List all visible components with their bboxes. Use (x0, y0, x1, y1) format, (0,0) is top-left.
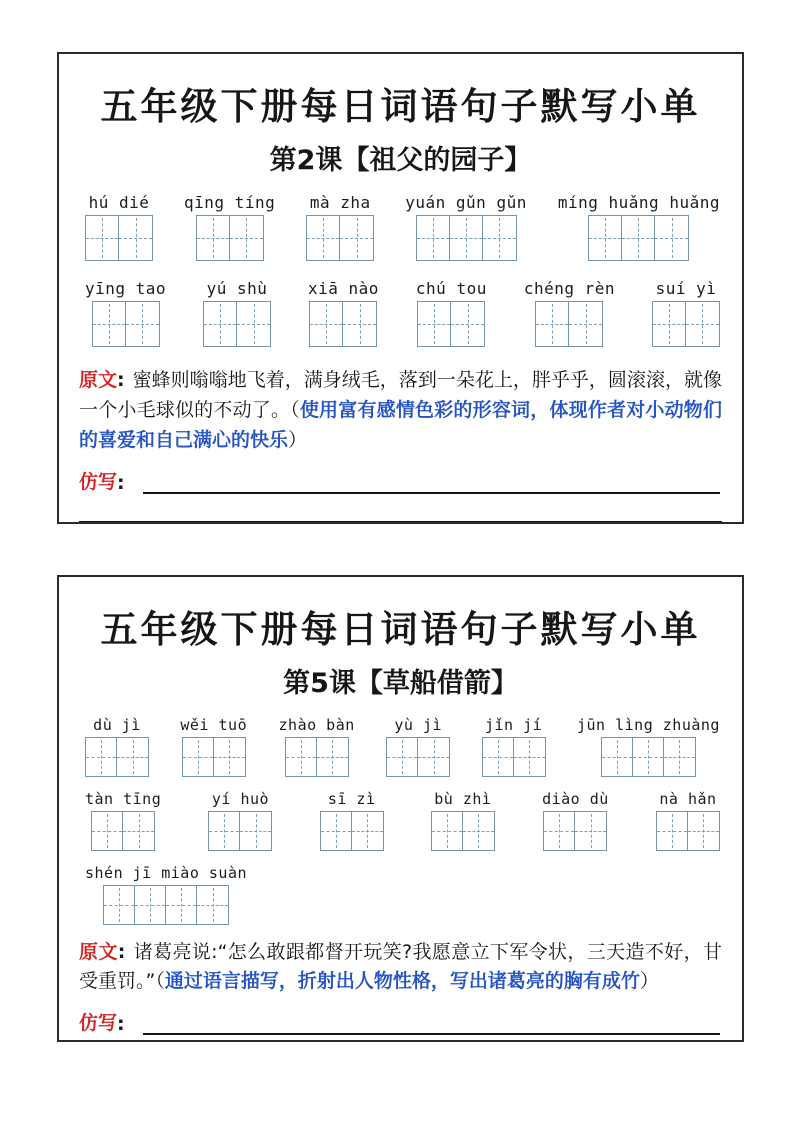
original-label: 原文 (79, 369, 118, 391)
writing-box-group[interactable] (543, 811, 607, 851)
imitation-writing-line-2[interactable] (79, 521, 722, 523)
pinyin-writing-grid-area (85, 193, 720, 347)
pinyin-label: bù zhì (434, 790, 492, 808)
writing-cell[interactable] (664, 738, 695, 776)
writing-cell[interactable] (633, 738, 664, 776)
pinyin-label: jǐn jí (485, 716, 543, 734)
writing-box-group[interactable] (196, 215, 264, 261)
writing-cell[interactable] (483, 738, 514, 776)
writing-cell[interactable] (230, 216, 263, 260)
writing-cell[interactable] (117, 738, 148, 776)
annotation-note: 使用富有感情色彩的形容词，体现作者对小动物们的喜爱和自己满心的快乐 (79, 399, 722, 451)
writing-box-group[interactable] (386, 737, 450, 777)
writing-cell[interactable] (104, 886, 135, 924)
pinyin-label: nà hǎn (659, 790, 717, 808)
pinyin-word-group (180, 716, 247, 777)
pinyin-word-group (208, 790, 272, 851)
imitation-writing-line-1[interactable] (143, 1013, 720, 1035)
writing-cell[interactable] (602, 738, 633, 776)
writing-cell[interactable] (575, 812, 606, 850)
pinyin-word-group (306, 193, 374, 261)
writing-cell[interactable] (569, 302, 602, 346)
writing-cell[interactable] (209, 812, 240, 850)
writing-cell[interactable] (197, 216, 230, 260)
original-sentence: 蜜蜂则嗡嗡地飞着，满身绒毛，落到一朵花上，胖乎乎，圆滚滚，就像一个小毛球似的不动了。（ (79, 369, 722, 421)
writing-box-group[interactable] (482, 737, 546, 777)
pinyin-word-group (577, 716, 720, 777)
original-text-paragraph (79, 365, 722, 455)
original-label-colon: : (117, 369, 125, 391)
writing-cell[interactable] (463, 812, 494, 850)
writing-cell[interactable] (387, 738, 418, 776)
writing-cell[interactable] (240, 812, 271, 850)
pinyin-word-group (405, 193, 527, 261)
writing-box-group[interactable] (85, 737, 149, 777)
writing-box-group[interactable] (431, 811, 495, 851)
original-sentence: 诸葛亮说:“怎么敢跟都督开玩笑?我愿意立下军令状，三天造不好，甘受重罚。”（ (79, 941, 722, 992)
lesson-subtitle: 第2课【祖父的园子】 (269, 145, 532, 176)
pinyin-row (85, 790, 720, 851)
pinyin-row (85, 279, 720, 347)
pinyin-word-group (85, 864, 247, 925)
writing-cell[interactable] (321, 812, 352, 850)
writing-cell[interactable] (544, 812, 575, 850)
pinyin-label: tàn tīng (85, 790, 162, 808)
writing-box-group[interactable] (320, 811, 384, 851)
pinyin-label: chú tou (415, 279, 487, 298)
writing-box-group[interactable] (182, 737, 246, 777)
writing-box-group[interactable] (285, 737, 349, 777)
pinyin-label: míng huǎng huǎng (557, 193, 720, 212)
pinyin-label: yù jì (394, 716, 443, 734)
writing-cell[interactable] (286, 738, 317, 776)
pinyin-label: wěi tuō (180, 716, 248, 734)
writing-cell[interactable] (432, 812, 463, 850)
pinyin-label: diào dù (542, 790, 609, 808)
writing-cell[interactable] (93, 302, 126, 346)
pinyin-label: yīng tao (85, 279, 167, 298)
pinyin-word-group (386, 716, 450, 777)
writing-box-group[interactable] (588, 215, 689, 261)
writing-cell[interactable] (418, 302, 451, 346)
writing-cell[interactable] (483, 216, 516, 260)
pinyin-word-group (482, 716, 546, 777)
annotation-note: 通过语言描写，折射出人物性格，写出诸葛亮的胸有成竹 (164, 970, 640, 992)
writing-box-group[interactable] (203, 301, 271, 347)
pinyin-label: qīng tíng (184, 193, 276, 212)
writing-cell[interactable] (450, 216, 483, 260)
pinyin-word-group (279, 716, 355, 777)
pinyin-word-group (85, 279, 166, 347)
writing-cell[interactable] (451, 302, 484, 346)
writing-cell[interactable] (204, 302, 237, 346)
writing-cell[interactable] (657, 812, 688, 850)
writing-cell[interactable] (183, 738, 214, 776)
writing-cell[interactable] (214, 738, 245, 776)
pinyin-word-group (558, 193, 720, 261)
writing-cell[interactable] (119, 216, 152, 260)
writing-cell[interactable] (655, 216, 688, 260)
writing-cell[interactable] (307, 216, 340, 260)
pinyin-word-group (524, 279, 615, 347)
pinyin-row (85, 193, 720, 261)
pinyin-label: yí huò (211, 790, 270, 808)
writing-cell[interactable] (418, 738, 449, 776)
writing-box-group[interactable] (601, 737, 696, 777)
original-label-colon: : (117, 941, 126, 963)
pinyin-word-group (85, 193, 153, 261)
writing-cell[interactable] (126, 302, 159, 346)
writing-cell[interactable] (589, 216, 622, 260)
pinyin-word-group (203, 279, 271, 347)
writing-box-group[interactable] (417, 301, 485, 347)
writing-box-group[interactable] (92, 301, 160, 347)
pinyin-label: shén jī miào suàn (85, 864, 248, 882)
pinyin-word-group (85, 790, 161, 851)
pinyin-label: sī zì (327, 790, 376, 808)
original-text-paragraph (79, 938, 722, 996)
pinyin-label: suí yì (655, 279, 717, 298)
annotation-close-paren: ） (288, 429, 308, 451)
worksheet-card-lesson2 (57, 52, 744, 524)
writing-cell[interactable] (86, 738, 117, 776)
writing-cell[interactable] (343, 302, 376, 346)
writing-cell[interactable] (514, 738, 545, 776)
imitate-label-colon: : (117, 1013, 125, 1035)
writing-cell[interactable] (417, 216, 450, 260)
writing-cell[interactable] (310, 302, 343, 346)
writing-box-group[interactable] (309, 301, 377, 347)
writing-cell[interactable] (92, 812, 123, 850)
worksheet-title: 五年级下册每日词语句子默写小单 (100, 608, 701, 651)
pinyin-label: jūn lìng zhuàng (577, 716, 720, 734)
imitation-writing-line-1[interactable] (143, 472, 720, 494)
writing-cell[interactable] (686, 302, 719, 346)
pinyin-word-group (85, 716, 149, 777)
pinyin-word-group (542, 790, 609, 851)
writing-cell[interactable] (166, 886, 197, 924)
writing-cell[interactable] (317, 738, 348, 776)
writing-box-group[interactable] (416, 215, 517, 261)
pinyin-word-group (308, 279, 379, 347)
writing-cell[interactable] (688, 812, 719, 850)
imitation-row (79, 467, 722, 494)
pinyin-word-group (431, 790, 495, 851)
writing-box-group[interactable] (535, 301, 603, 347)
writing-cell[interactable] (653, 302, 686, 346)
pinyin-label: dù jì (93, 716, 141, 734)
pinyin-label: mà zha (309, 193, 371, 212)
pinyin-word-group (320, 790, 384, 851)
pinyin-label: yuán gǔn gǔn (405, 193, 527, 212)
writing-cell[interactable] (536, 302, 569, 346)
writing-cell[interactable] (123, 812, 154, 850)
pinyin-word-group (416, 279, 487, 347)
pinyin-row (85, 864, 720, 925)
imitate-label: 仿写 (79, 1012, 118, 1034)
imitate-label-colon: : (117, 472, 125, 494)
pinyin-label: chéng rèn (523, 279, 616, 298)
writing-cell[interactable] (352, 812, 383, 850)
pinyin-label: yú shù (206, 279, 268, 298)
writing-cell[interactable] (86, 216, 119, 260)
writing-box-group[interactable] (652, 301, 720, 347)
pinyin-writing-grid-area (85, 716, 720, 925)
writing-cell[interactable] (237, 302, 270, 346)
writing-cell[interactable] (135, 886, 166, 924)
pinyin-word-group (184, 193, 275, 261)
writing-box-group[interactable] (306, 215, 374, 261)
pinyin-word-group (652, 279, 720, 347)
writing-cell[interactable] (340, 216, 373, 260)
writing-box-group[interactable] (208, 811, 272, 851)
writing-cell[interactable] (622, 216, 655, 260)
pinyin-row (85, 716, 720, 777)
worksheet-title: 五年级下册每日词语句子默写小单 (100, 85, 701, 128)
imitate-label: 仿写 (79, 471, 118, 493)
worksheet-card-lesson5 (57, 575, 744, 1042)
imitation-row (79, 1008, 722, 1035)
writing-box-group[interactable] (103, 885, 229, 925)
pinyin-label: xiā nào (308, 279, 379, 298)
pinyin-label: zhào bàn (278, 716, 355, 734)
pinyin-word-group (656, 790, 720, 851)
original-label: 原文 (79, 941, 118, 963)
writing-cell[interactable] (197, 886, 228, 924)
annotation-close-paren: ） (639, 970, 659, 992)
writing-box-group[interactable] (656, 811, 720, 851)
writing-box-group[interactable] (85, 215, 153, 261)
lesson-subtitle: 第5课【草船借箭】 (283, 668, 518, 699)
writing-box-group[interactable] (91, 811, 155, 851)
pinyin-label: hú dié (88, 193, 150, 212)
